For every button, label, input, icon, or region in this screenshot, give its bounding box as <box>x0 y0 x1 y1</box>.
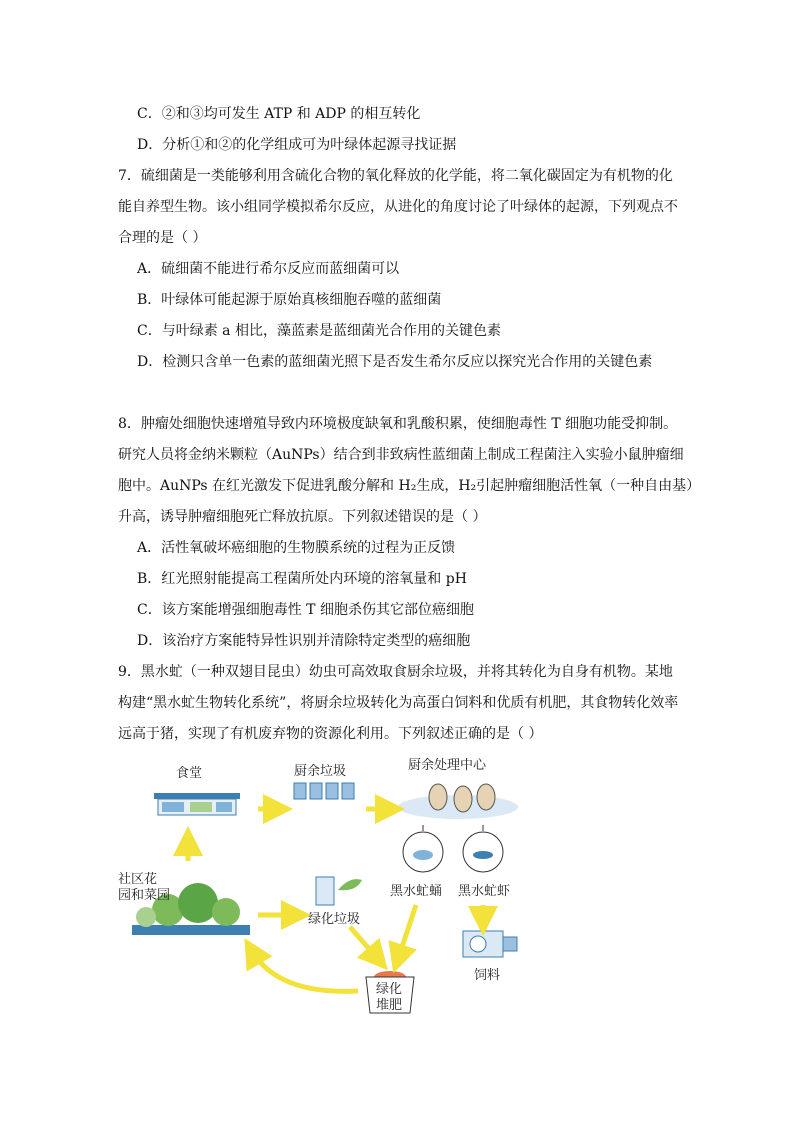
text-line: 7．硫细菌是一类能够利用含硫化合物的氧化释放的化学能，将二氧化碳固定为有机物的化 <box>118 168 673 184</box>
garden-label-2: 园和菜园 <box>118 888 171 903</box>
text-line: B．叶绿体可能起源于原始真核细胞吞噬的蓝细菌 <box>137 292 442 308</box>
green-waste-label: 绿化垃圾 <box>308 912 361 927</box>
text-line: D．该治疗方案能特异性识别并清除特定类型的癌细胞 <box>137 633 471 649</box>
text-line: 研究人员将金纳米颗粒（AuNPs）结合到非致病性蓝细菌上制成工程菌注入实验小鼠肿瘤细 <box>118 447 684 463</box>
text-line: C．②和③均可发生 ATP 和 ADP 的相互转化 <box>137 106 421 122</box>
text-line: 远高于猪，实现了有机废弃物的资源化利用。下列叙述正确的是（ ） <box>118 726 543 742</box>
feed-icon <box>463 931 517 957</box>
kitchen-waste-label: 厨余垃圾 <box>294 764 347 779</box>
text-line: A．硫细菌不能进行希尔反应而蓝细菌可以 <box>137 261 400 277</box>
text-line: 9．黑水虻（一种双翅目昆虫）幼虫可高效取食厨余垃圾，并将其转化为自身有机物。某地 <box>118 664 673 680</box>
compost-label-2: 堆肥 <box>376 998 403 1013</box>
larva-label: 黑水虻虾 <box>458 884 511 899</box>
text-line: 合理的是（ ） <box>118 230 207 246</box>
larvae-icon <box>398 784 518 819</box>
biotransformation-diagram <box>118 755 538 1025</box>
canteen-label: 食堂 <box>176 766 203 781</box>
kitchen-waste-icon <box>294 783 354 799</box>
text-line: 升高，诱导肿瘤细胞死亡释放抗原。下列叙述错误的是（ ） <box>118 509 487 525</box>
garden-label-1: 社区花 <box>118 872 158 887</box>
compost-label-1: 绿化 <box>376 982 403 997</box>
text-line: 构建“黑水虻生物转化系统”，将厨余垃圾转化为高蛋白饲料和优质有机肥，其食物转化效率 <box>118 695 679 711</box>
text-line: C．与叶绿素 a 相比，藻蓝素是蓝细菌光合作用的关键色素 <box>137 323 501 339</box>
pupa-label: 黑水虻蛹 <box>390 884 443 899</box>
text-line: D．检测只含单一色素的蓝细菌光照下是否发生希尔反应以探究光合作用的关键色素 <box>137 354 653 370</box>
text-line: A．活性氧破坏癌细胞的生物膜系统的过程为正反馈 <box>137 540 456 556</box>
text-line: 胞中。AuNPs 在红光激发下促进乳酸分解和 H₂生成，H₂引起肿瘤细胞活性氧（一种自由基） <box>118 478 701 494</box>
canteen-icon <box>154 793 240 815</box>
text-line: C．该方案能增强细胞毒性 T 细胞杀伤其它部位癌细胞 <box>137 602 474 618</box>
text-line: 8．肿瘤处细胞快速增殖导致内环境极度缺氧和乳酸积累，使细胞毒性 T 细胞功能受抑制。 <box>118 416 678 432</box>
feed-label: 饲料 <box>474 968 501 983</box>
text-line: D．分析①和②的化学组成可为叶绿体起源寻找证据 <box>137 137 457 153</box>
text-line: B．红光照射能提高工程菌所处内环境的溶氧量和 pH <box>137 571 467 587</box>
green-waste-icon <box>316 877 362 905</box>
text-line: 能自养型生物。该小组同学模拟希尔反应，从进化的角度讨论了叶绿体的起源，下列观点不 <box>118 199 678 215</box>
center-label: 厨余处理中心 <box>408 758 487 773</box>
